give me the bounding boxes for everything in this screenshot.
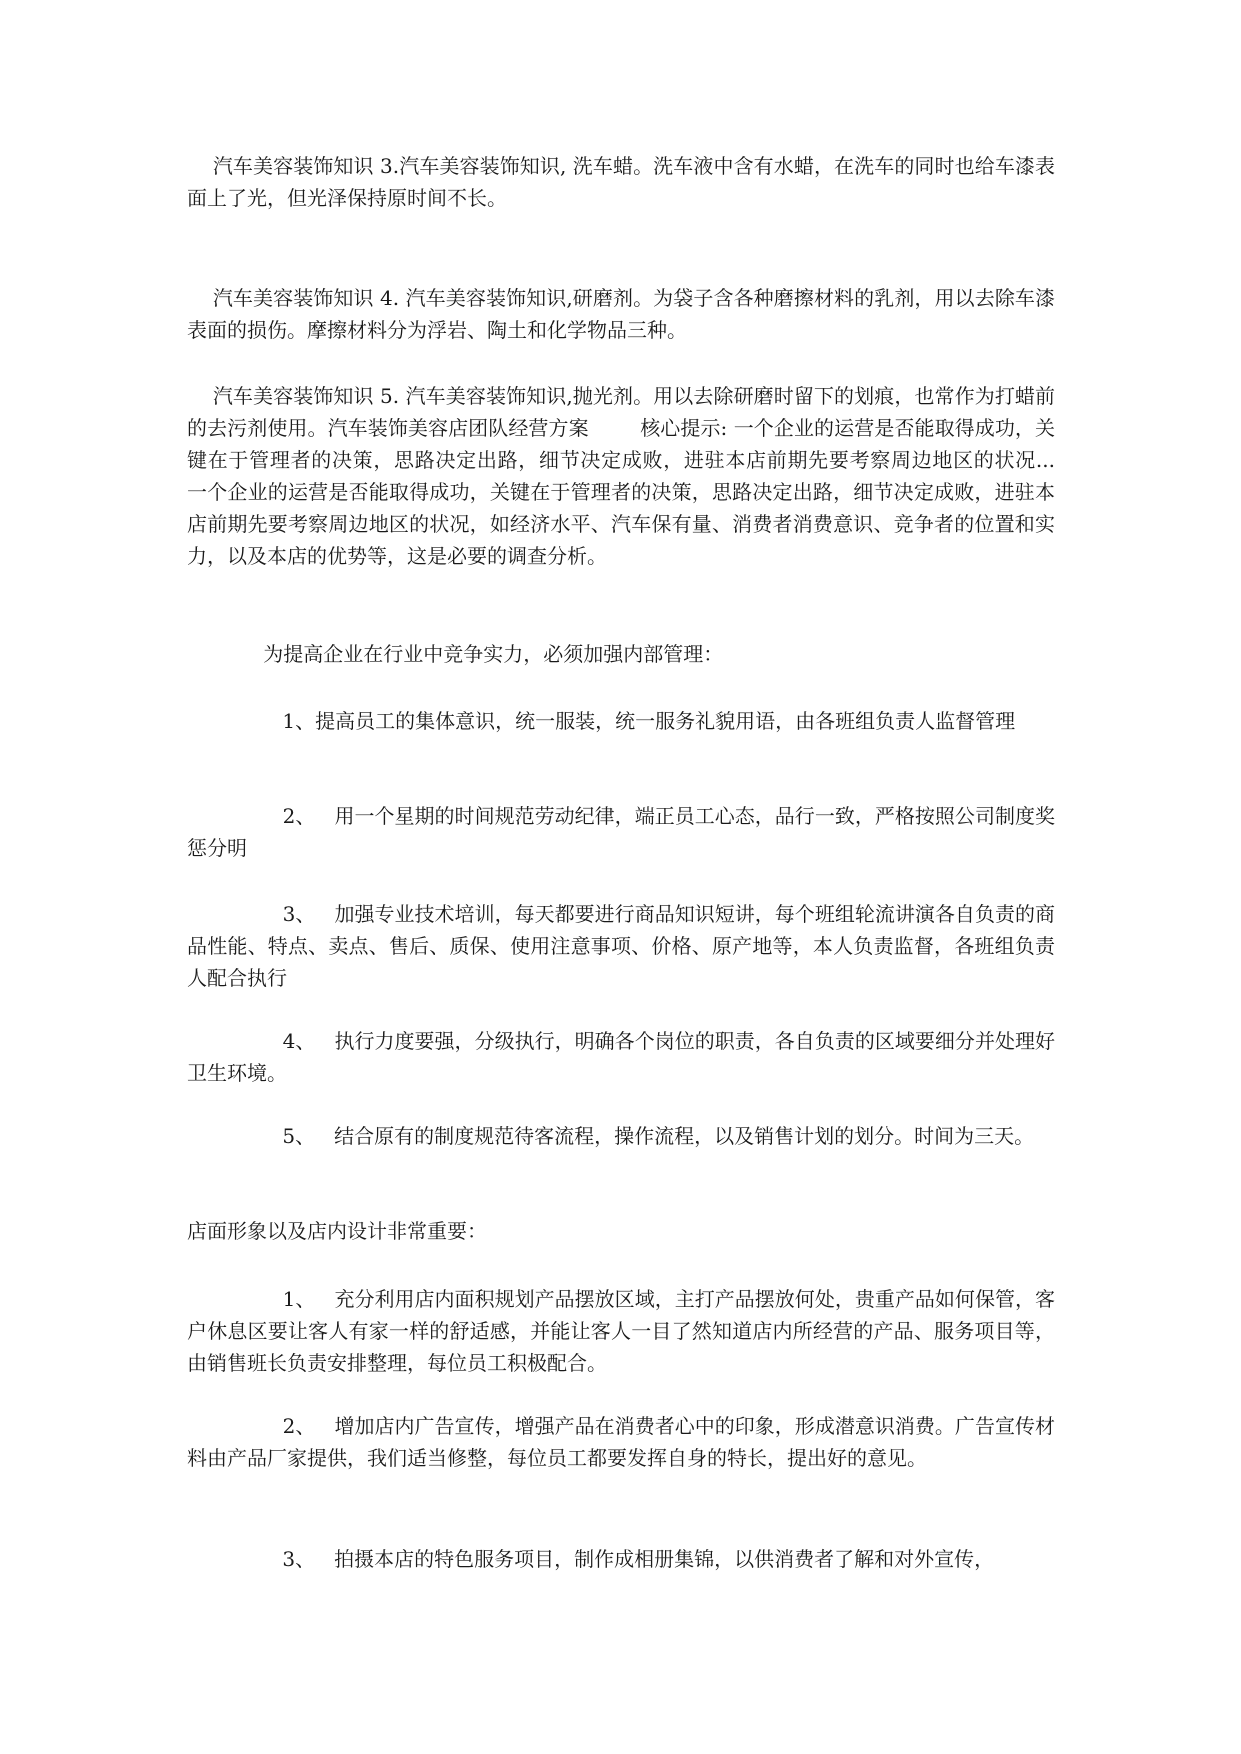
list-item-store-3: 3、 拍摄本店的特色服务项目，制作成相册集锦，以供消费者了解和对外宣传，	[187, 1547, 995, 1571]
list-item-management-4: 4、 执行力度要强，分级执行，明确各个岗位的职责，各自负责的区域要细分并处理好卫生环境。	[187, 1029, 1055, 1085]
paragraph-internal-management: 为提高企业在行业中竞争实力，必须加强内部管理：	[187, 642, 724, 666]
list-item-management-2: 2、 用一个星期的时间规范劳动纪律，端正员工心态，品行一致，严格按照公司制度奖惩分明	[187, 804, 1055, 860]
list-item-store-1: 1、 充分利用店内面积规划产品摆放区域，主打产品摆放何处，贵重产品如何保管，客户休息区要让客人有家一样的舒适感，并能让客人一目了然知道店内所经营的产品、服务项目等，由销售班长负责安排整理，每位员工积极配合。	[187, 1287, 1055, 1375]
list-item-store-2: 2、 增加店内广告宣传，增强产品在消费者心中的印象，形成潜意识消费。广告宣传材料由产品厂家提供，我们适当修整，每位员工都要发挥自身的特长，提出好的意见。	[187, 1414, 1055, 1470]
paragraph-abrasive: 汽车美容装饰知识 4. 汽车美容装饰知识,研磨剂。为袋子含各种磨擦材料的乳剂，用以去除车漆表面的损伤。摩擦材料分为浮岩、陶土和化学物品三种。	[187, 286, 1056, 342]
paragraph-polish-and-plan: 汽车美容装饰知识 5. 汽车美容装饰知识,抛光剂。用以去除研磨时留下的划痕，也常作为打蜡前的去污剂使用。汽车装饰美容店团队经营方案 核心提示: 一个企业的运营是否能取得成功，关键在于管理者的决策，思路决定出路，细节决定成败，进驻本店前期先要考察周边地区的状况... 一个企业的运营是否能取得成功，关键在于管理者的决策，思路决定出路，细节决定成败，进驻本店前期先要考察周边地区的状况，如经济水平、汽车保有量、消费者消费意识、竞争者的位置和实力，以及本店的优势等，这是必要的调查分析。	[187, 384, 1157, 568]
section-heading-store-image: 店面形象以及店内设计非常重要：	[187, 1219, 487, 1243]
list-item-management-3: 3、 加强专业技术培训，每天都要进行商品知识短讲，每个班组轮流讲演各自负责的商品性能、特点、卖点、售后、质保、使用注意事项、价格、原产地等，本人负责监督，各班组负责人配合执行	[187, 902, 1055, 990]
list-item-management-1: 1、提高员工的集体意识，统一服装，统一服务礼貌用语，由各班组负责人监督管理	[187, 709, 1016, 733]
paragraph-car-wash-wax: 汽车美容装饰知识 3.汽车美容装饰知识, 洗车蜡。洗车液中含有水蜡，在洗车的同时也给车漆表面上了光，但光泽保持原时间不长。	[187, 154, 1056, 210]
list-item-management-5: 5、 结合原有的制度规范待客流程，操作流程，以及销售计划的划分。时间为三天。	[187, 1124, 1035, 1148]
